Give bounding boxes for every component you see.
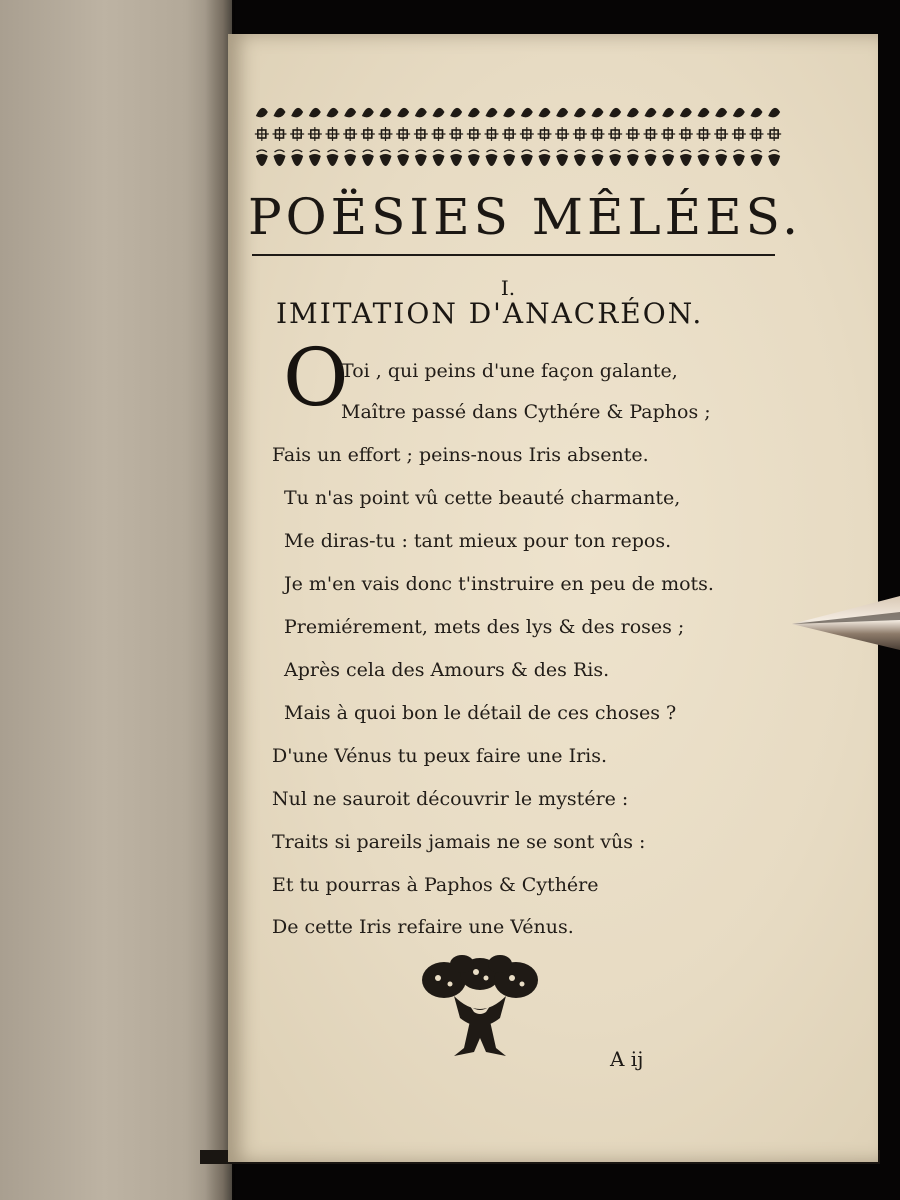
verse-line: Premiérement, mets des lys & des roses ; [284, 616, 685, 638]
left-facing-page [0, 0, 232, 1200]
signature-mark: A ij [610, 1047, 644, 1071]
verse-line: Toi , qui peins d'une façon galante, [341, 360, 678, 382]
verse-line: Je m'en vais donc t'instruire en peu de mots. [284, 573, 714, 595]
verse-line: Et tu pourras à Paphos & Cythére [272, 874, 599, 896]
drop-cap: O [283, 331, 349, 424]
verse-line: Tu n'as point vû cette beauté charmante, [284, 487, 681, 509]
verse-line: Me diras-tu : tant mieux pour ton repos. [284, 530, 672, 552]
verse-line: Maître passé dans Cythére & Paphos ; [341, 401, 711, 423]
floral-tailpiece-icon [414, 952, 546, 1062]
page-title: POËSIES MÊLÉES. [248, 188, 803, 246]
page-pointer-icon [792, 590, 900, 654]
title-rule [252, 254, 775, 256]
poem-title: IMITATION D'ANACRÉON. [276, 297, 704, 330]
verse-line: Après cela des Amours & des Ris. [284, 659, 610, 681]
section-number: I. [500, 276, 516, 300]
verse-line: Nul ne sauroit découvrir le mystére : [272, 788, 629, 810]
verse-line: D'une Vénus tu peux faire une Iris. [272, 745, 608, 767]
verse-line: De cette Iris refaire une Vénus. [272, 916, 574, 938]
verse-line: Fais un effort ; peins-nous Iris absente. [272, 444, 649, 466]
verse-line: Mais à quoi bon le détail de ces choses ? [284, 702, 677, 724]
head-ornament-icon [253, 100, 783, 180]
verse-line: Traits si pareils jamais ne se sont vûs : [272, 831, 646, 853]
